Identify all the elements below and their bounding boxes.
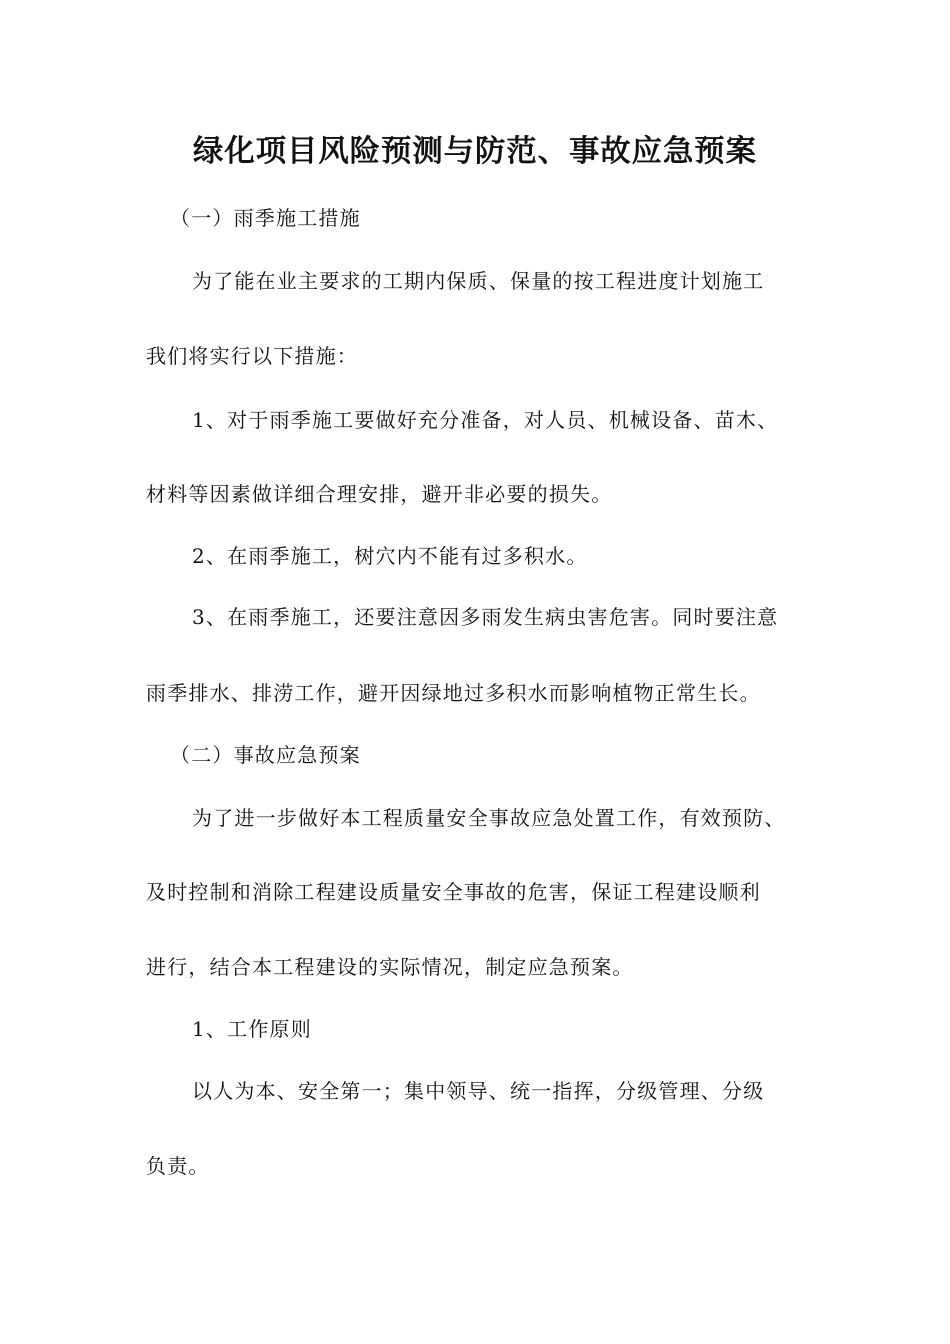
paragraph-line: 以人为本、安全第一；集中领导、统一指挥，分级管理、分级 (192, 1079, 765, 1103)
subsection-heading-principles: 1、工作原则 (192, 1017, 312, 1041)
paragraph-line: 3、在雨季施工，还要注意因多雨发生病虫害危害。同时要注意 (192, 605, 779, 629)
paragraph-line: 我们将实行以下措施： (146, 344, 358, 368)
paragraph-line: 负责。 (146, 1154, 210, 1178)
section-heading-rainy-season: （一）雨季施工措施 (170, 206, 361, 230)
paragraph-line: 1、对于雨季施工要做好充分准备，对人员、机械设备、苗木、 (192, 408, 779, 432)
paragraph-line: 为了进一步做好本工程质量安全事故应急处置工作，有效预防、 (192, 806, 786, 830)
document-title: 绿化项目风险预测与防范、事故应急预案 (193, 134, 757, 169)
section-heading-emergency-plan: （二）事故应急预案 (170, 743, 361, 767)
paragraph-line: 及时控制和消除工程建设质量安全事故的危害，保证工程建设顺利 (146, 880, 761, 904)
paragraph-line: 雨季排水、排涝工作，避开因绿地过多积水而影响植物正常生长。 (146, 681, 761, 705)
paragraph-line: 进行，结合本工程建设的实际情况，制定应急预案。 (146, 955, 634, 979)
paragraph-line: 为了能在业主要求的工期内保质、保量的按工程进度计划施工 (192, 269, 765, 293)
paragraph-line: 2、在雨季施工，树穴内不能有过多积水。 (192, 544, 588, 568)
paragraph-line: 材料等因素做详细合理安排，避开非必要的损失。 (146, 482, 613, 506)
